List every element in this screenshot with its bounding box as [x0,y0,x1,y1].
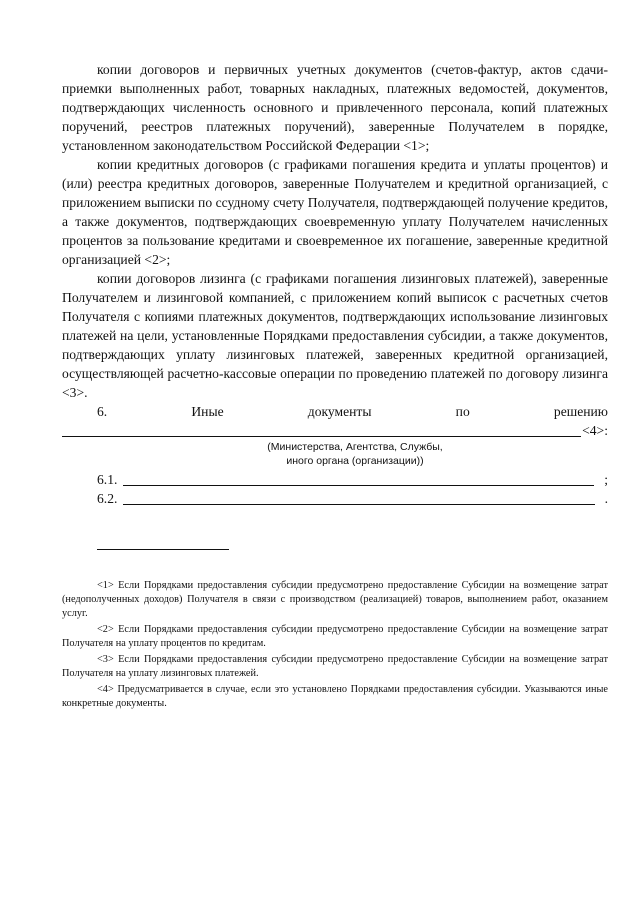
caption-line-2: иного органа (организации)) [286,455,424,467]
subitem-6-1 [62,470,608,489]
subitem-blank[interactable] [123,471,594,486]
subitem-6-2 [62,489,608,508]
authority-blank[interactable] [62,422,581,437]
caption-line-1: (Министерства, Агентства, Службы, [267,441,443,453]
footnote-ref-4: <4>: [582,423,608,438]
document-page [62,60,608,713]
item-6-word-2: документы [307,404,372,419]
subitem-blank[interactable] [123,490,594,505]
item-6-heading [62,402,608,421]
paragraph-credit-contracts: копии кредитных договоров (с графиками погашения кредита и уплаты процентов) и (или) реестра кредитных договоров, заверенные Получателем и кредитной организацией, с приложением выписки по ссудному счету Получателя, подтверждающей получение кредитов, а также документов, подтверждающих своевременную уплату Получателем начисленных процентов за пользование кредитами и своевременное их погашение, заверенные кредитной организацией <2>; [62,157,608,267]
footnote-separator [97,549,229,550]
footnote-1: <1> Если Порядками предоставления субсидии предусмотрено предоставление Субсидии на возмещение затрат (недополученных доходов) Получателя в связи с производством (реализацией) товаров, выполнением работ, оказанием услуг. [62,580,608,619]
footnote-2: <2> Если Порядками предоставления субсидии предусмотрено предоставление Субсидии на возмещение затрат Получателя на уплату процентов по кредитам. [62,624,608,649]
subitem-number: 6.1. [97,472,118,487]
subitem-end: . [604,491,608,506]
item-6-word-1: Иные [191,404,224,419]
item-6-word-4: решению [553,404,608,419]
footnote-4: <4> Предусматривается в случае, если это установлено Порядками предоставления субсидии. Указываются иные конкретные документы. [62,684,608,709]
subitem-number: 6.2. [97,491,118,506]
item-6-number: 6. [97,404,108,419]
paragraph-leasing-contracts: копии договоров лизинга (с графиками погашения лизинговых платежей), заверенные Получателем и лизинговой компанией, с приложением копий выписок с расчетных счетов Получателя с копиями платежных документов, подтверждающих использование лизинговых платежей на цели, установленные Порядками предоставления субсидии, а также документов, подтверждающих уплату лизинговых платежей, заверенных кредитной организацией, осуществляющей расчетно-кассовые операции по проведению платежей по договору лизинга <3>. [62,271,608,400]
item-6-word-3: по [455,404,470,419]
footnote-3: <3> Если Порядками предоставления субсидии предусмотрено предоставление Субсидии на возмещение затрат Получателя на уплату лизинговых платежей. [62,654,608,679]
paragraph-contracts: копии договоров и первичных учетных документов (счетов-фактур, актов сдачи-приемки выполненных работ, товарных накладных, платежных ведомостей, документов, подтверждающих численность основного и привлеченного персонала, копий платежных поручений, реестров платежных поручений), заверенные Получателем в порядке, установленном законодательством Российской Федерации <1>; [62,62,608,153]
authority-caption [62,440,608,468]
subitem-end: ; [604,472,608,487]
authority-fill-line [62,421,608,440]
